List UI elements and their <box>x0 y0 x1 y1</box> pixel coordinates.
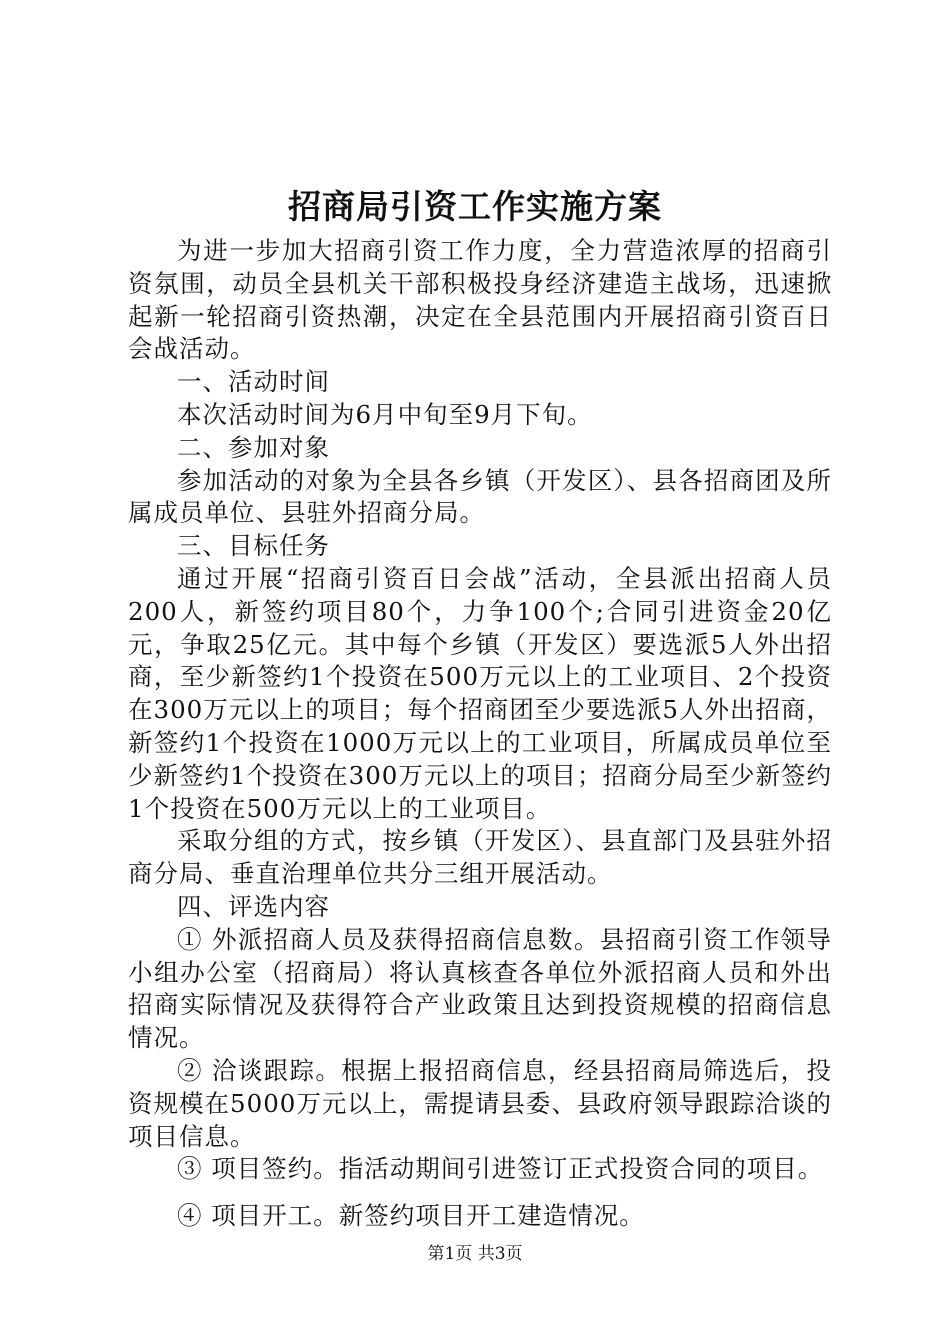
section-heading-participants: 二、参加对象 <box>177 432 330 462</box>
time-paragraph: 本次活动时间为6月中旬至9月下旬。 <box>177 399 593 429</box>
evaluation-item-1: ① 外派招商人员及获得招商信息数。县招商引资工作领导小组办公室（招商局）将认真核查各单位外派招商人员和外出招商实际情况及获得符合产业政策且达到投资规模的招商信息情况。 <box>128 924 832 1053</box>
document-body <box>128 235 832 1233</box>
participants-paragraph: 参加活动的对象为全县各乡镇（开发区）、县各招商团及所属成员单位、县驻外招商分局。 <box>128 465 832 528</box>
intro-paragraph: 为进一步加大招商引资工作力度，全力营造浓厚的招商引资氛围，动员全县机关干部积极投身经济建造主战场，迅速掀起新一轮招商引资热潮，决定在全县范围内开展招商引资百日会战活动。 <box>128 236 832 364</box>
page-footer: 第1页 共3页 <box>427 1244 523 1264</box>
evaluation-item-2: ② 洽谈跟踪。根据上报招商信息，经县招商局筛选后，投资规模在5000万元以上，需提请县委、县政府领导跟踪洽谈的项目信息。 <box>128 1055 832 1151</box>
goals-paragraph: 通过开展“招商引资百日会战”活动，全县派出招商人员200人，新签约项目80个，力争100个;合同引进资金20亿元，争取25亿元。其中每个乡镇（开发区）要选派5人外出招商，至少新签约1个投资在500万元以上的工业项目、2个投资在300万元以上的项目；每个招商团至少要选派5人外出招商，新签约1个投资在1000万元以上的工业项目，所属成员单位至少新签约1个投资在300万元以上的项目；招商分局至少新签约1个投资在500万元以上的工业项目。 <box>128 563 832 823</box>
section-heading-time: 一、活动时间 <box>177 367 330 397</box>
document-title: 招商局引资工作实施方案 <box>288 187 662 226</box>
evaluation-item-4: ④ 项目开工。新签约项目开工建造情况。 <box>177 1201 645 1231</box>
grouping-paragraph: 采取分组的方式，按乡镇（开发区）、县直部门及县驻外招商分局、垂直治理单位共分三组开展活动。 <box>128 826 832 889</box>
section-heading-goals: 三、目标任务 <box>177 531 330 561</box>
evaluation-item-3: ③ 项目签约。指活动期间引进签订正式投资合同的项目。 <box>177 1154 824 1184</box>
section-heading-evaluation: 四、评选内容 <box>177 891 330 921</box>
